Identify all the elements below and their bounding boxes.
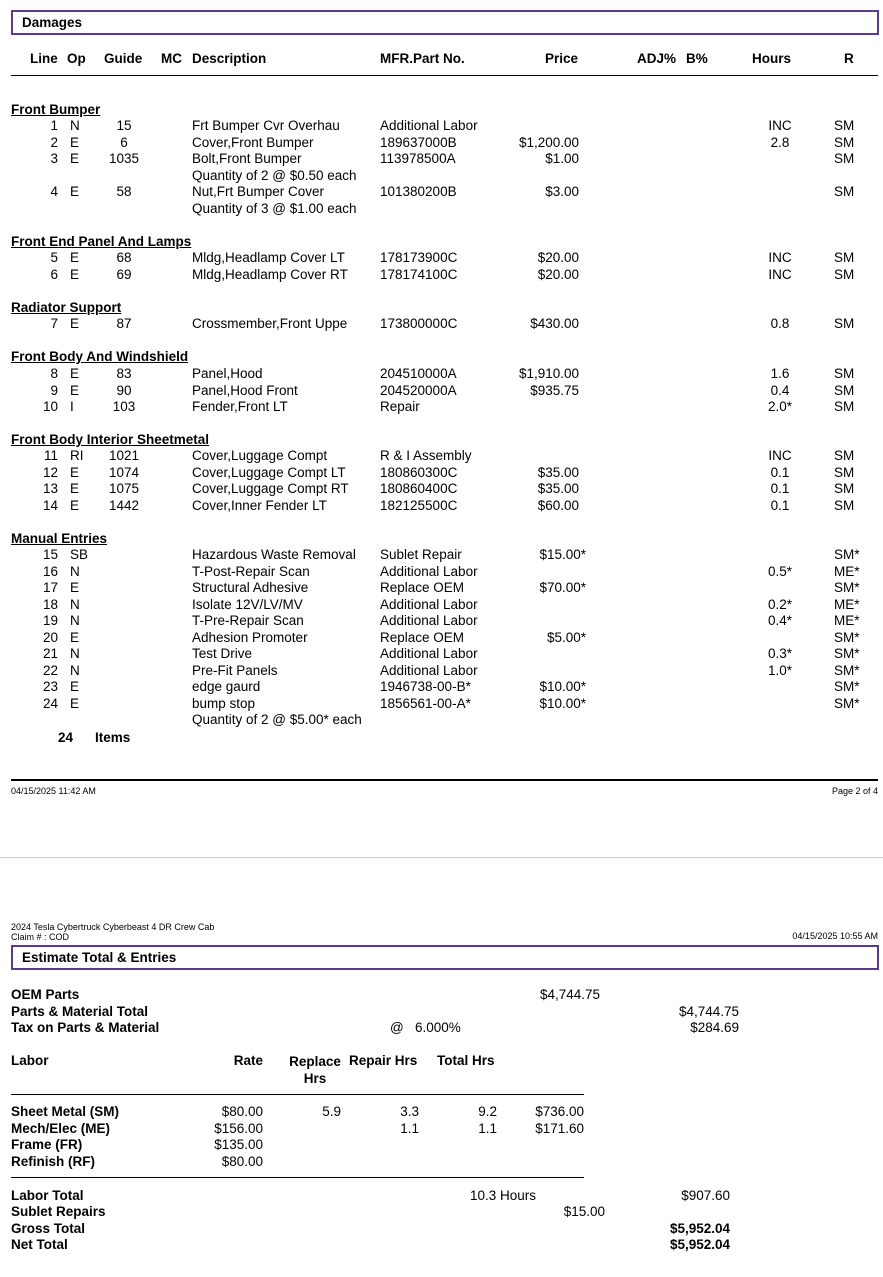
damages-title: Damages: [22, 15, 83, 30]
line-number: 7: [50, 316, 58, 331]
op-code: N: [70, 662, 80, 678]
description: T-Post-Repair Scan: [192, 563, 310, 579]
op-code: SB: [70, 547, 89, 562]
section-title: Front End Panel And Lamps: [11, 234, 192, 249]
hours: 0.1: [770, 497, 790, 513]
section-title: Radiator Support: [11, 300, 122, 315]
hours: 0.1: [770, 481, 790, 496]
labor-total-value: $907.60: [681, 1188, 730, 1203]
op-code: N: [70, 646, 80, 661]
op-code: N: [70, 596, 80, 612]
totals-title-box: [11, 945, 879, 970]
line-number: 11: [43, 448, 58, 463]
labor-rate: $80.00: [221, 1104, 263, 1119]
labor-col-labor: Labor: [11, 1053, 49, 1068]
price: $35.00: [537, 464, 579, 480]
quantity-note: Quantity of 2 @ $0.50 each: [192, 167, 357, 183]
labor-name: Frame (FR): [11, 1137, 83, 1152]
col-price: Price: [545, 51, 579, 66]
line-number: 3: [50, 151, 58, 166]
price: $70.00*: [539, 580, 586, 595]
part-number: Sublet Repair: [380, 547, 462, 562]
footer-divider: [11, 779, 878, 781]
op-code: E: [70, 250, 80, 265]
col-part: MFR.Part No.: [380, 51, 465, 66]
part-number: R & I Assembly: [380, 448, 472, 463]
price: $10.00*: [539, 695, 586, 711]
part-number: Repair: [380, 399, 420, 414]
hours: 1.6: [770, 366, 790, 381]
hours: INC: [768, 250, 792, 265]
hours: 2.0*: [767, 399, 793, 414]
labor-rate: $80.00: [221, 1154, 263, 1169]
op-code: E: [70, 151, 80, 166]
op-code: E: [70, 695, 80, 711]
part-number: Additional Labor: [380, 613, 478, 628]
col-mc: MC: [161, 51, 182, 66]
line-number: 22: [42, 662, 58, 678]
part-number: 182125500C: [380, 497, 458, 513]
line-number: 16: [42, 563, 58, 579]
line-number: 5: [50, 250, 58, 265]
oem-parts-label: OEM Parts: [11, 987, 80, 1002]
guide-number: 1021: [108, 448, 140, 463]
description: Cover,Luggage Compt LT: [192, 464, 346, 480]
part-number: 204510000A: [380, 366, 457, 381]
part-number: 178173900C: [380, 250, 458, 265]
labor-name: Mech/Elec (ME): [11, 1121, 111, 1136]
labor-col-replace: Replace Hrs: [289, 1054, 341, 1086]
hours: 0.4: [770, 382, 790, 398]
r-code: SM*: [834, 547, 860, 562]
page3-timestamp: 04/15/2025 10:55 AM: [792, 931, 878, 941]
r-code: SM*: [834, 662, 860, 678]
line-number: 20: [42, 629, 58, 645]
part-number: 1946738-00-B*: [380, 679, 471, 694]
quantity-note: Quantity of 3 @ $1.00 each: [192, 200, 357, 216]
price: $935.75: [530, 382, 579, 398]
col-description: Description: [192, 51, 267, 66]
guide-number: 1442: [108, 497, 140, 513]
labor-amount: $171.60: [535, 1121, 584, 1136]
description: T-Pre-Repair Scan: [192, 613, 304, 628]
labor-total-divider: [11, 1177, 584, 1178]
r-code: SM: [834, 366, 855, 381]
guide-number: 83: [116, 366, 132, 381]
description: Hazardous Waste Removal: [192, 547, 356, 562]
op-code: E: [70, 481, 80, 496]
line-number: 12: [42, 464, 58, 480]
totals-title: Estimate Total & Entries: [22, 950, 177, 965]
guide-number: 69: [116, 266, 132, 282]
part-number: 189637000B: [380, 134, 457, 150]
line-number: 24: [42, 695, 58, 711]
description: Adhesion Promoter: [192, 629, 308, 645]
op-code: RI: [70, 448, 84, 463]
line-number: 2: [50, 134, 58, 150]
header-divider: [11, 75, 878, 76]
r-code: SM*: [834, 695, 860, 711]
guide-number: 90: [116, 382, 132, 398]
section-title: Manual Entries: [11, 531, 108, 546]
labor-col-total: Total Hrs: [437, 1053, 495, 1068]
r-code: ME*: [834, 613, 860, 628]
labor-name: Refinish (RF): [11, 1154, 95, 1169]
section-title: Front Body Interior Sheetmetal: [11, 432, 210, 447]
price: $430.00: [530, 316, 579, 331]
labor-rate: $135.00: [214, 1137, 263, 1152]
op-code: E: [70, 316, 80, 331]
line-number: 1: [50, 118, 58, 133]
labor-repair-hrs: 3.3: [400, 1104, 419, 1119]
op-code: E: [70, 580, 80, 595]
part-number: Additional Labor: [380, 662, 478, 678]
part-number: 113978500A: [380, 151, 456, 166]
op-code: E: [70, 134, 80, 150]
r-code: SM: [834, 266, 855, 282]
line-number: 17: [42, 580, 58, 595]
page-break: [0, 857, 883, 858]
price: $20.00: [537, 266, 579, 282]
r-code: ME*: [834, 563, 860, 579]
guide-number: 6: [120, 134, 128, 150]
vehicle-info: [11, 922, 214, 942]
labor-col-rate: Rate: [233, 1053, 263, 1068]
r-code: SM*: [834, 629, 860, 645]
part-number: 101380200B: [380, 184, 457, 199]
description: Mldg,Headlamp Cover RT: [192, 266, 348, 282]
labor-col-repair: Repair Hrs: [349, 1053, 418, 1068]
r-code: SM*: [834, 679, 860, 694]
items-label: Items: [95, 730, 131, 745]
sublet-value: $15.00: [563, 1204, 605, 1219]
description: Crossmember,Front Uppe: [192, 316, 348, 331]
description: Frt Bumper Cvr Overhau: [192, 118, 340, 133]
labor-repair-hrs: 1.1: [400, 1121, 419, 1136]
tax-label: Tax on Parts & Material: [11, 1020, 160, 1035]
line-number: 19: [42, 613, 58, 628]
op-code: E: [70, 366, 80, 381]
price: $35.00: [537, 481, 579, 496]
oem-parts-value: $4,744.75: [539, 987, 600, 1002]
description: Panel,Hood Front: [192, 382, 298, 398]
description: Cover,Front Bumper: [192, 134, 314, 150]
col-r: R: [844, 51, 854, 66]
line-number: 13: [42, 481, 58, 496]
line-number: 6: [50, 266, 58, 282]
op-code: I: [70, 399, 74, 414]
guide-number: 1035: [108, 151, 140, 166]
r-code: SM: [834, 448, 855, 463]
part-number: Replace OEM: [380, 629, 465, 645]
hours: 0.1: [770, 464, 790, 480]
guide-number: 1075: [108, 481, 140, 496]
labor-total-hrs: 9.2: [478, 1104, 497, 1119]
labor-header-divider: [11, 1094, 584, 1095]
price: $10.00*: [539, 679, 586, 694]
r-code: SM: [834, 464, 855, 480]
price: $3.00: [545, 184, 579, 199]
r-code: SM: [834, 497, 855, 513]
op-code: E: [70, 629, 80, 645]
line-number: 10: [42, 399, 58, 414]
part-number: 178174100C: [380, 266, 458, 282]
guide-number: 103: [112, 399, 136, 414]
line-number: 4: [50, 184, 58, 199]
r-code: SM: [834, 382, 855, 398]
r-code: SM*: [834, 580, 860, 595]
price: $1,200.00: [518, 134, 579, 150]
description: Nut,Frt Bumper Cover: [192, 184, 325, 199]
hours: 2.8: [770, 134, 790, 150]
parts-total-value: $4,744.75: [678, 1004, 739, 1019]
price: $60.00: [537, 497, 579, 513]
hours: 0.8: [770, 316, 790, 331]
r-code: SM: [834, 316, 855, 331]
price: $5.00*: [546, 629, 586, 645]
guide-number: 58: [116, 184, 132, 199]
labor-rate: $156.00: [214, 1121, 263, 1136]
r-code: SM: [834, 184, 855, 199]
line-number: 21: [42, 646, 58, 661]
tax-value: $284.69: [690, 1020, 739, 1035]
description: Pre-Fit Panels: [192, 662, 278, 678]
part-number: Replace OEM: [380, 580, 465, 595]
col-guide: Guide: [104, 51, 143, 66]
r-code: SM: [834, 134, 855, 150]
description: bump stop: [192, 695, 256, 711]
part-number: Additional Labor: [380, 596, 478, 612]
description: Bolt,Front Bumper: [192, 151, 302, 166]
part-number: 204520000A: [380, 382, 457, 398]
r-code: SM: [834, 399, 855, 414]
hours: INC: [768, 266, 792, 282]
price: $15.00*: [539, 547, 586, 562]
part-number: Additional Labor: [380, 563, 478, 579]
op-code: E: [70, 497, 80, 513]
hours: 0.2*: [767, 596, 793, 612]
labor-total-label: Labor Total: [11, 1188, 84, 1203]
col-line: Line: [30, 51, 58, 66]
op-code: E: [70, 382, 80, 398]
guide-number: 68: [116, 250, 132, 265]
description: Fender,Front LT: [192, 399, 288, 414]
footer-timestamp: 04/15/2025 11:42 AM: [11, 786, 96, 796]
r-code: SM*: [834, 646, 860, 661]
r-code: SM: [834, 481, 855, 496]
part-number: 180860400C: [380, 481, 458, 496]
op-code: E: [70, 464, 80, 480]
col-b: B%: [686, 51, 708, 66]
section-title: Front Bumper: [11, 102, 101, 117]
hours: 0.4*: [767, 613, 793, 628]
description: Mldg,Headlamp Cover LT: [192, 250, 345, 265]
description: Cover,Luggage Compt: [192, 448, 328, 463]
line-number: 18: [42, 596, 58, 612]
part-number: 173800000C: [380, 316, 458, 331]
labor-amount: $736.00: [535, 1104, 584, 1119]
line-number: 9: [50, 382, 58, 398]
description: Cover,Luggage Compt RT: [192, 481, 349, 496]
description: Cover,Inner Fender LT: [192, 497, 327, 513]
r-code: ME*: [834, 596, 860, 612]
description: Panel,Hood: [192, 366, 263, 381]
part-number: Additional Labor: [380, 118, 478, 133]
line-number: 14: [42, 497, 58, 513]
description: Test Drive: [192, 646, 253, 661]
gross-label: Gross Total: [11, 1221, 86, 1236]
line-number: 8: [50, 366, 58, 381]
price: $20.00: [537, 250, 579, 265]
col-op: Op: [67, 51, 86, 66]
op-code: N: [70, 118, 80, 133]
labor-total-hours: 10.3 Hours: [470, 1188, 537, 1203]
hours: 0.3*: [767, 646, 793, 661]
guide-number: 1074: [108, 464, 140, 480]
op-code: E: [70, 266, 80, 282]
gross-value: $5,952.04: [669, 1221, 730, 1236]
op-code: E: [70, 679, 80, 694]
items-count: 24: [58, 730, 74, 745]
op-code: N: [70, 563, 80, 579]
price: $1.00: [545, 151, 579, 166]
col-adj: ADJ%: [637, 51, 677, 66]
net-value: $5,952.04: [669, 1237, 730, 1252]
line-number: 15: [42, 547, 58, 562]
r-code: SM: [834, 151, 855, 166]
quantity-note: Quantity of 2 @ $5.00* each: [192, 712, 362, 727]
hours: 0.5*: [767, 563, 793, 579]
section-title: Front Body And Windshield: [11, 349, 189, 364]
col-hours: Hours: [752, 51, 792, 66]
r-code: SM: [834, 118, 855, 133]
net-label: Net Total: [11, 1237, 68, 1252]
hours: 1.0*: [767, 662, 793, 678]
guide-number: 15: [116, 118, 132, 133]
hours: INC: [768, 448, 792, 463]
part-number: 1856561-00-A*: [380, 695, 471, 711]
claim-number: Claim # : COD: [11, 932, 70, 942]
r-code: SM: [834, 250, 855, 265]
price: $1,910.00: [518, 366, 579, 381]
part-number: 180860300C: [380, 464, 458, 480]
description: Isolate 12V/LV/MV: [192, 596, 303, 612]
part-number: Additional Labor: [380, 646, 478, 661]
labor-replace-hrs: 5.9: [322, 1104, 341, 1119]
labor-total-hrs: 1.1: [478, 1121, 497, 1136]
sublet-label: Sublet Repairs: [11, 1204, 106, 1219]
description: edge gaurd: [192, 679, 261, 694]
op-code: E: [70, 184, 80, 199]
hours: INC: [768, 118, 792, 133]
damages-title-box: [11, 10, 879, 35]
vehicle-name: 2024 Tesla Cybertruck Cyberbeast 4 DR Crew Cab: [11, 922, 215, 932]
footer-page: Page 2 of 4: [831, 786, 878, 796]
tax-rate: 6.000%: [415, 1020, 461, 1035]
description: Structural Adhesive: [192, 580, 309, 595]
tax-at: @: [390, 1020, 404, 1035]
op-code: N: [70, 613, 80, 628]
line-number: 23: [42, 679, 58, 694]
parts-total-label: Parts & Material Total: [11, 1004, 149, 1019]
labor-name: Sheet Metal (SM): [11, 1104, 120, 1119]
guide-number: 87: [116, 316, 132, 331]
